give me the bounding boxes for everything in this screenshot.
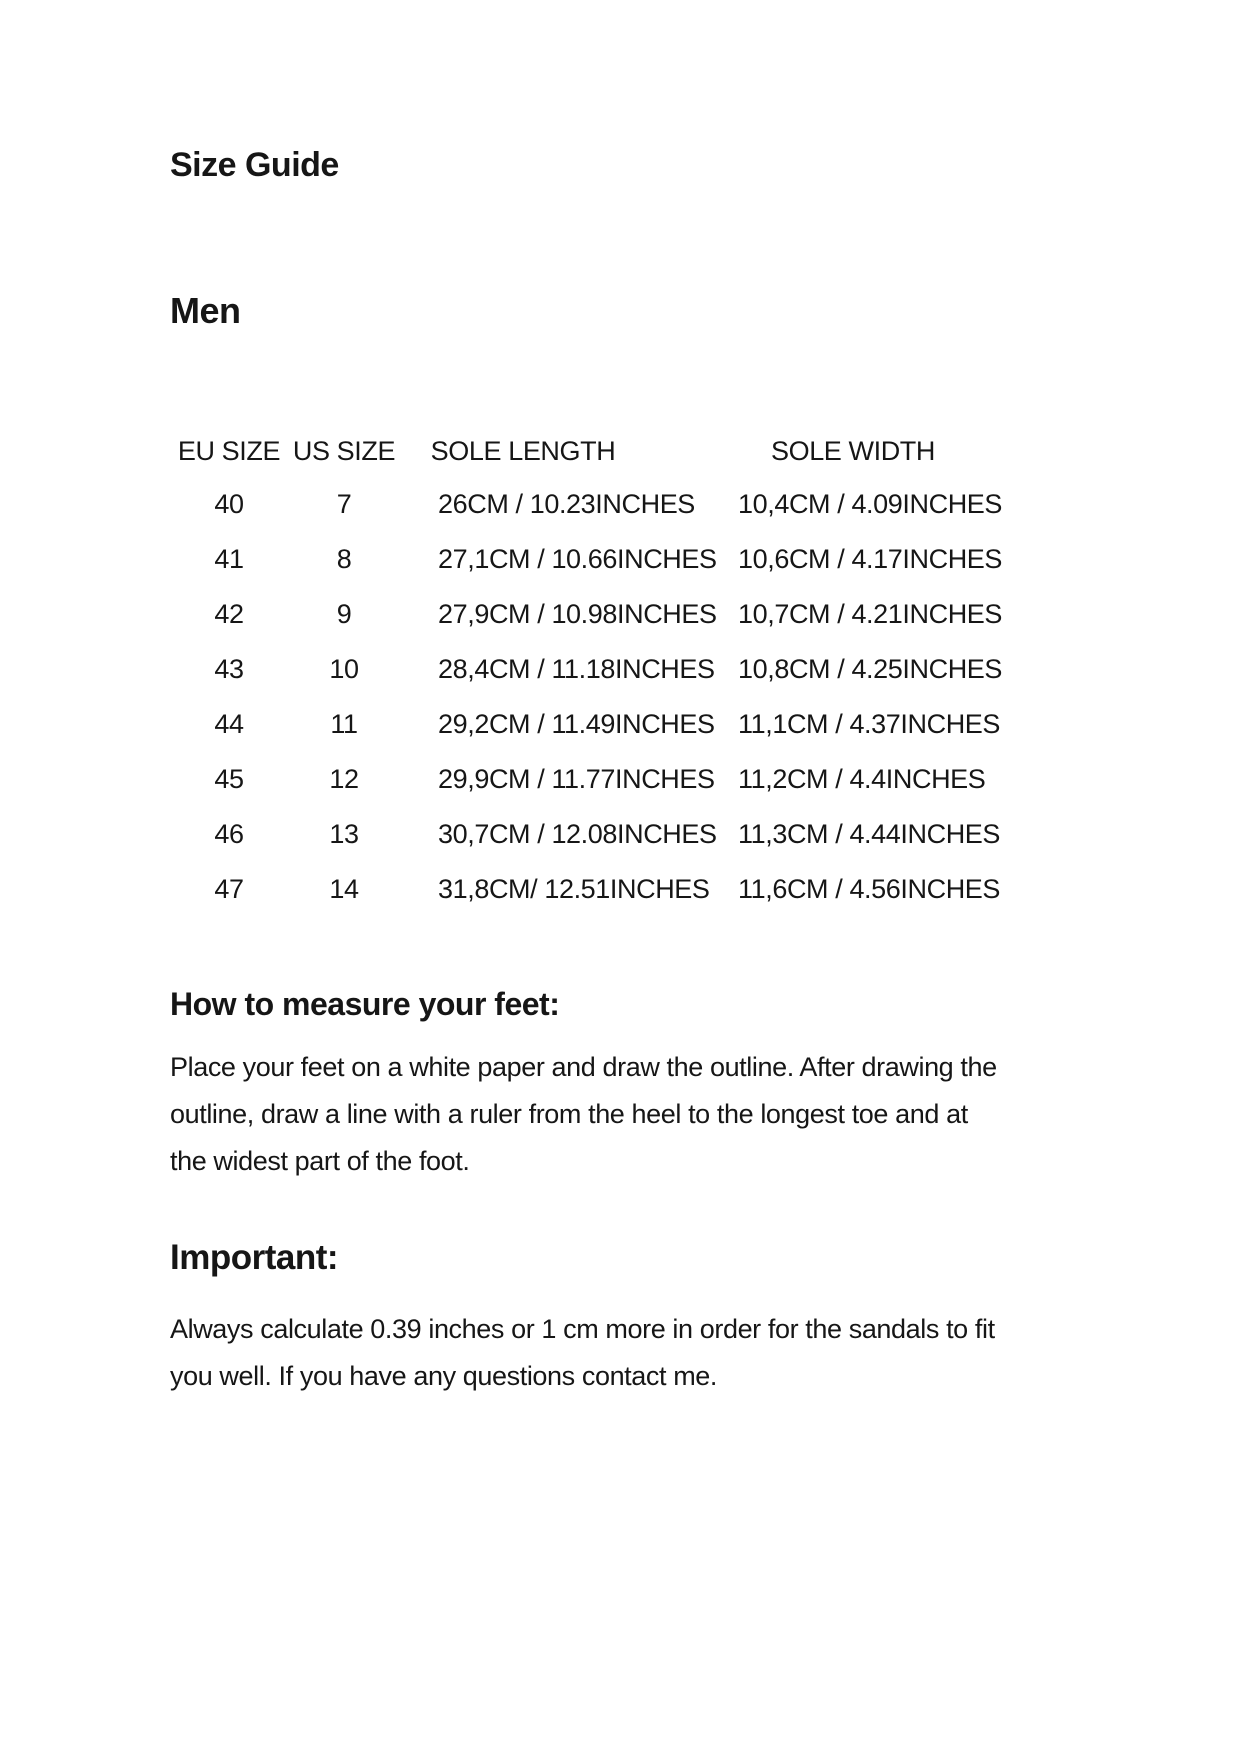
table-cell-sole-length: 30,7CM / 12.08INCHES: [438, 819, 717, 849]
table-cell-sole-length: 28,4CM / 11.18INCHES: [438, 654, 715, 684]
table-cell-us: 11: [330, 709, 358, 739]
paragraph-line: you well. If you have any questions contact me.: [170, 1361, 718, 1391]
column-header-sole-width: SOLE WIDTH: [770, 435, 935, 466]
how-to-measure-heading: How to measure your feet:: [170, 986, 560, 1022]
table-cell-us: 14: [329, 874, 359, 904]
table-cell-sole-length: 26CM / 10.23INCHES: [438, 489, 695, 519]
table-cell-eu: 42: [214, 599, 244, 629]
table-cell-sole-width: 11,2CM / 4.4INCHES: [738, 764, 986, 794]
paragraph-line: outline, draw a line with a ruler from the heel to the longest toe and at: [170, 1099, 968, 1129]
table-cell-eu: 44: [214, 709, 244, 739]
how-to-measure-paragraph: [170, 1044, 997, 1185]
men-section-heading: Men: [170, 290, 241, 331]
table-cell-us: 12: [329, 764, 359, 794]
table-cell-sole-length: 27,9CM / 10.98INCHES: [438, 599, 717, 629]
important-paragraph: [170, 1306, 995, 1400]
paragraph-line: Always calculate 0.39 inches or 1 cm more in order for the sandals to fit: [170, 1314, 995, 1344]
important-heading: Important:: [170, 1238, 339, 1277]
table-cell-eu: 43: [214, 654, 244, 684]
table-cell-eu: 40: [214, 489, 244, 519]
table-cell-sole-width: 10,7CM / 4.21INCHES: [738, 599, 1003, 629]
page-title: Size Guide: [170, 146, 339, 184]
column-header-sole-length: SOLE LENGTH: [430, 435, 616, 466]
table-cell-us: 9: [336, 599, 352, 629]
table-cell-sole-width: 11,1CM / 4.37INCHES: [738, 709, 1001, 739]
table-cell-us: 13: [329, 819, 359, 849]
paragraph-line: Place your feet on a white paper and draw the outline. After drawing the: [170, 1052, 997, 1082]
table-cell-eu: 46: [214, 819, 244, 849]
column-header-us-size: US SIZE: [292, 435, 396, 466]
table-cell-sole-width: 10,6CM / 4.17INCHES: [738, 544, 1003, 574]
column-header-eu-size: EU SIZE: [177, 435, 281, 466]
table-cell-sole-length: 29,9CM / 11.77INCHES: [438, 764, 715, 794]
table-cell-us: 7: [336, 489, 352, 519]
table-cell-eu: 47: [214, 874, 244, 904]
table-cell-sole-length: 29,2CM / 11.49INCHES: [438, 709, 715, 739]
table-cell-us: 10: [329, 654, 359, 684]
table-cell-sole-width: 10,8CM / 4.25INCHES: [738, 654, 1003, 684]
table-cell-eu: 45: [214, 764, 244, 794]
size-table: [170, 425, 1004, 917]
table-cell-eu: 41: [214, 544, 244, 574]
table-cell-sole-width: 11,3CM / 4.44INCHES: [738, 819, 1001, 849]
paragraph-line: the widest part of the foot.: [170, 1146, 470, 1176]
table-cell-sole-length: 27,1CM / 10.66INCHES: [438, 544, 717, 574]
table-cell-sole-length: 31,8CM/ 12.51INCHES: [438, 874, 710, 904]
table-cell-sole-width: 10,4CM / 4.09INCHES: [738, 489, 1003, 519]
table-cell-sole-width: 11,6CM / 4.56INCHES: [738, 874, 1001, 904]
table-cell-us: 8: [336, 544, 352, 574]
